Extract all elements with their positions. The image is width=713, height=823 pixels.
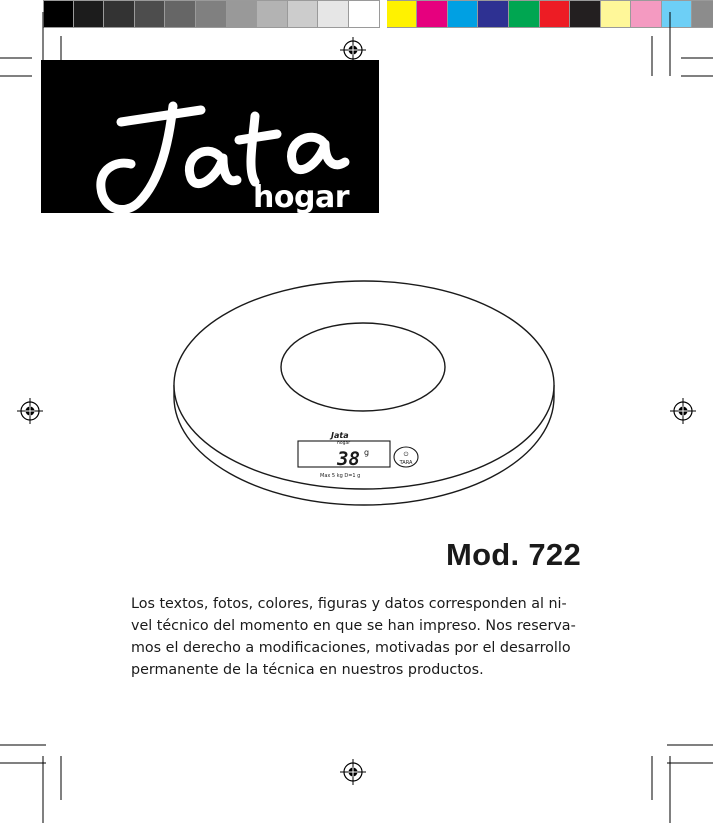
kitchen-scale-illustration — [172, 275, 556, 515]
jata-hogar-logo — [41, 60, 379, 213]
disclaimer-line: permanente de la técnica en nuestros productos. — [131, 662, 484, 678]
display-sub: hogar — [337, 441, 351, 446]
capacity-spec: Max 5 kg D=1 g — [320, 473, 361, 479]
weight-unit: g — [364, 448, 370, 457]
registration-mark-left — [17, 398, 43, 424]
power-icon: ⏻ — [403, 451, 409, 458]
display-brand: Jata — [331, 431, 349, 440]
tare-label: TARA — [399, 460, 413, 466]
logo-hogar-text: hogar — [253, 180, 349, 213]
model-title: Mod. 722 — [445, 537, 581, 572]
tare-button[interactable] — [394, 447, 418, 467]
weight-reading: 38 — [337, 448, 360, 470]
registration-mark-right — [670, 398, 696, 424]
registration-mark-bottom — [340, 759, 366, 785]
disclaimer-text — [131, 593, 586, 681]
disclaimer-line: Los textos, fotos, colores, figuras y datos corresponden al ni- — [131, 596, 567, 612]
disclaimer-line: vel técnico del momento en que se han impreso. Nos reserva- — [131, 618, 576, 634]
disclaimer-line: mos el derecho a modificaciones, motivadas por el desarrollo — [131, 640, 571, 656]
